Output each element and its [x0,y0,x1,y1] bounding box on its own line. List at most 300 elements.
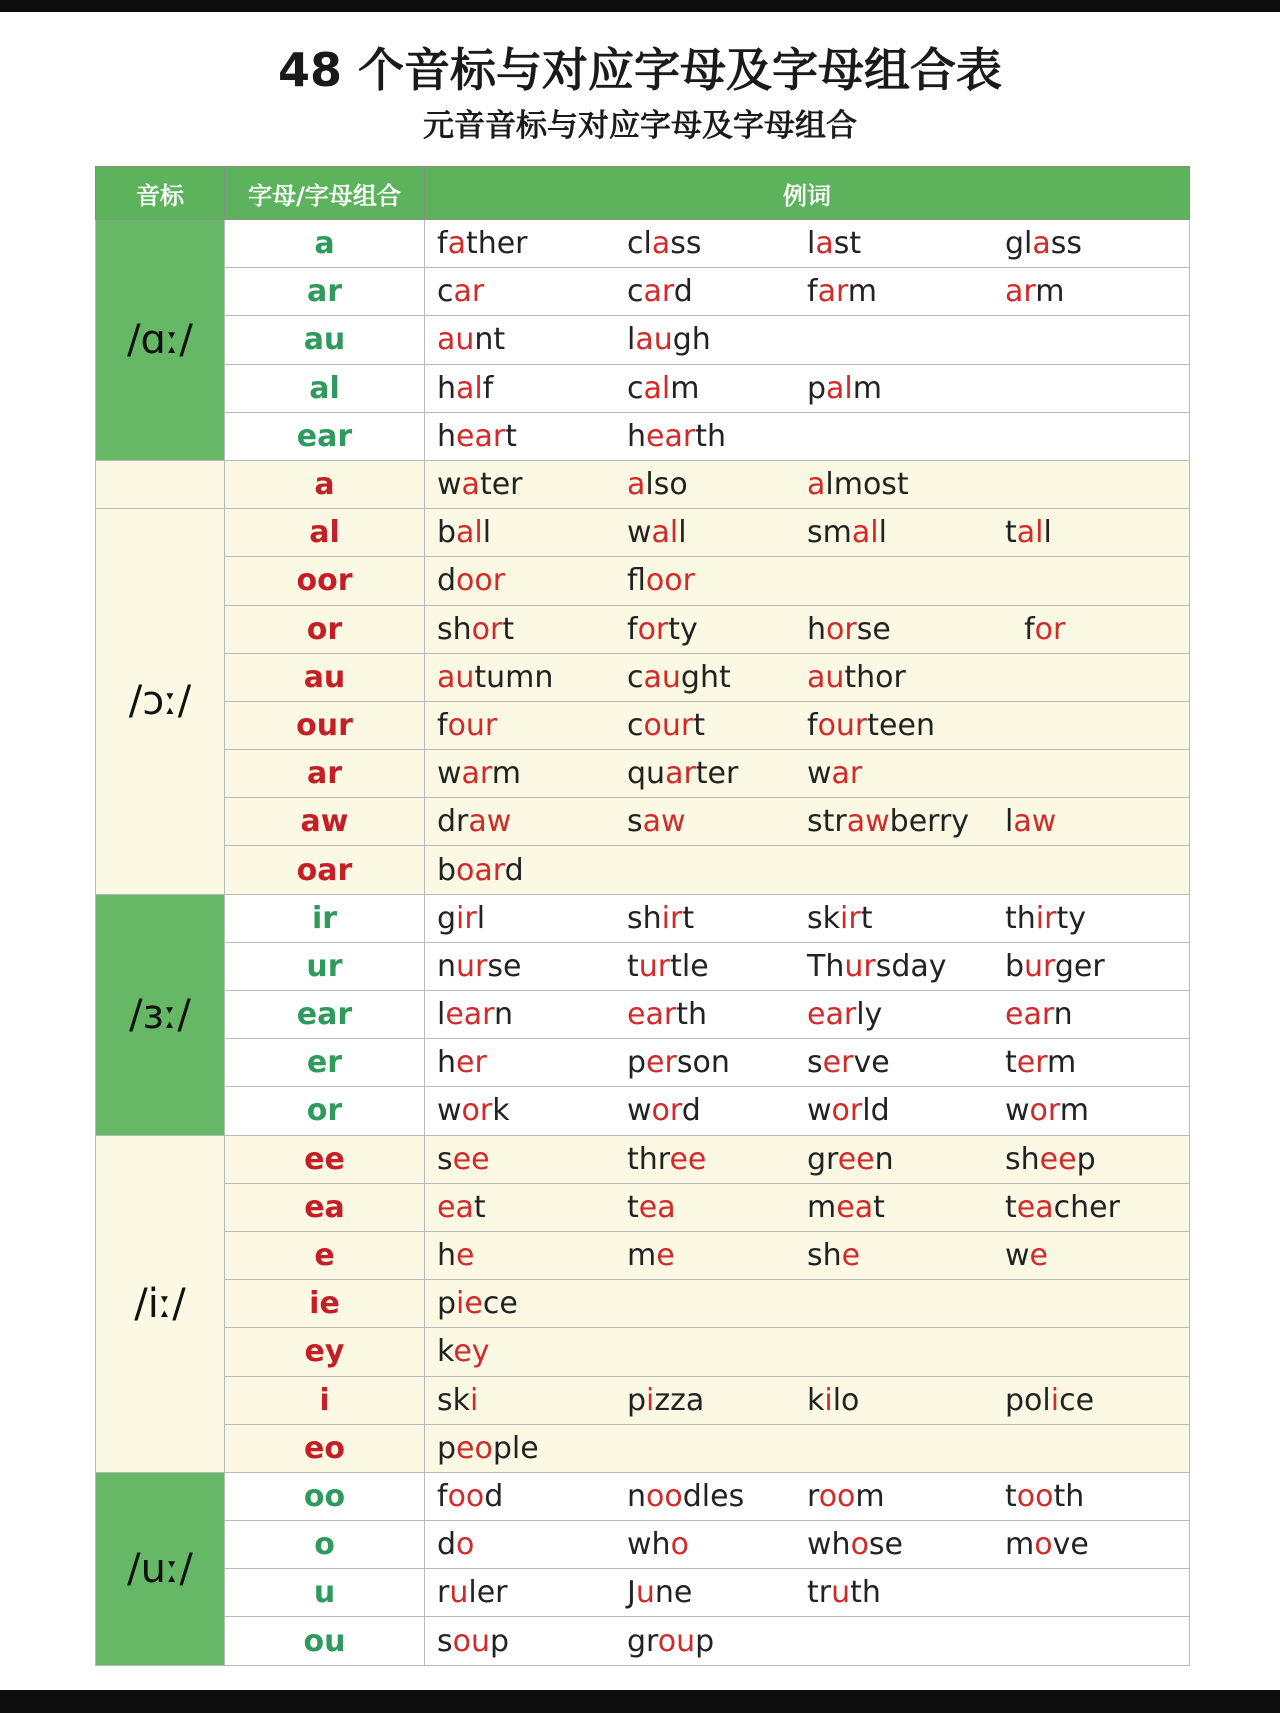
word-part: g [437,900,457,936]
word-part: teen [867,707,935,743]
word-highlight: u [635,1575,655,1611]
word-part: t [1005,1045,1017,1081]
word-part: c [627,370,644,406]
example-word [807,1190,1005,1225]
word-part: lo [832,1382,860,1418]
example-word [437,949,627,984]
word-highlight: ea [1016,1189,1054,1225]
header-letters: 字母/字母组合 [225,167,425,220]
table-row [96,798,1190,846]
example-word [807,949,1005,984]
example-word [437,660,627,695]
word-part: h [437,418,457,454]
page-title: 48 个音标与对应字母及字母组合表 [277,43,1003,97]
word-part: m [670,370,700,406]
word-part: th [695,418,726,454]
word-part: p [437,1430,457,1466]
example-words [425,1617,1190,1665]
word-highlight: eo [456,1430,493,1466]
word-part: p [437,1286,457,1322]
word-part: gh [672,322,711,358]
word-part: lso [645,467,688,503]
table-row [96,1521,1190,1569]
example-words [425,268,1190,316]
page-subtitle: 元音音标与对应字母及字母组合 [423,108,857,144]
example-word [627,949,807,984]
word-highlight: ie [456,1286,483,1322]
example-word [627,515,807,550]
letter-combination: our [225,701,425,749]
word-highlight: e [1029,1238,1049,1274]
word-part: f [482,370,494,406]
example-word [437,563,627,598]
word-part: sk [807,900,841,936]
word-highlight: al [456,515,483,551]
table-row [96,1424,1190,1472]
word-part: sh [1005,1141,1040,1177]
ipa-symbol: /ɑː/ [96,220,225,461]
word-highlight: ar [817,274,848,310]
example-word [437,1527,627,1562]
example-word [1005,1093,1165,1128]
word-part: l [1043,515,1052,551]
word-part: c [627,707,644,743]
table-row [96,750,1190,798]
example-word [807,708,1005,743]
word-part: w [1005,1238,1030,1274]
word-highlight: i [1050,1382,1060,1418]
word-highlight: ar [831,756,863,792]
table-row [96,1569,1190,1617]
example-word [627,1383,807,1418]
word-part: tumn [474,659,554,695]
letter-combination: or [225,1087,425,1135]
word-part: t [1005,515,1017,551]
word-part: f [1005,611,1035,647]
example-word [627,804,807,839]
word-part: h [437,370,457,406]
table-row [96,1472,1190,1520]
bottom-border [0,1690,1280,1713]
word-highlight: er [822,1045,854,1081]
table-row [96,653,1190,701]
word-highlight: or [831,1093,863,1129]
word-highlight: er [1016,1045,1048,1081]
example-word [807,371,1005,406]
ipa-symbol [96,460,225,508]
example-word [437,708,627,743]
example-word [437,1334,627,1369]
word-part: ple [492,1430,539,1466]
word-part: m [807,1189,837,1225]
letter-combination: a [225,460,425,508]
word-part: l [437,997,446,1033]
word-part: n [874,1141,894,1177]
example-words [425,1569,1190,1617]
example-word [1005,1045,1165,1080]
word-part: c [627,659,644,695]
word-highlight: oo [1016,1478,1054,1514]
word-part: l [878,515,887,551]
word-part: ty [1056,900,1086,936]
word-highlight: our [817,707,868,743]
word-highlight: or [461,1093,493,1129]
word-part: sday [875,948,947,984]
example-word [1005,997,1165,1032]
word-part: wh [627,1527,671,1563]
word-part: t [1005,1189,1017,1225]
letter-combination: ear [225,412,425,460]
word-highlight: er [646,1045,677,1081]
word-part: f [627,611,638,647]
example-word [627,1527,807,1562]
word-part: ter [695,756,739,792]
letter-combination: ear [225,991,425,1039]
letter-combination: ar [225,268,425,316]
table-row [96,1231,1190,1279]
example-word [437,1093,627,1128]
word-highlight: ear [807,997,857,1033]
word-highlight: ear [445,997,494,1033]
letter-combination: ee [225,1135,425,1183]
word-part: m [1059,1093,1089,1129]
example-word [1005,901,1165,936]
word-highlight: a [627,467,646,503]
table-row [96,1135,1190,1183]
table-row [96,701,1190,749]
word-part: lmost [825,467,909,503]
example-word [627,419,807,454]
example-word [437,274,627,309]
word-part: st [833,226,862,262]
example-word [437,853,627,888]
word-part: cher [1053,1189,1120,1225]
word-highlight: al [826,370,853,406]
example-word [1005,1142,1165,1177]
letter-combination: au [225,316,425,364]
table-row [96,1617,1190,1665]
word-part: se [868,1527,904,1563]
word-part: m [852,370,882,406]
word-highlight: ir [456,900,477,936]
word-part: b [437,852,457,888]
top-border [0,0,1280,12]
word-part: p [1076,1141,1096,1177]
example-word [437,419,627,454]
word-highlight: e [456,1238,475,1274]
word-part: w [627,515,652,551]
example-word [1005,226,1165,261]
word-part: son [676,1045,730,1081]
example-word [627,1045,807,1080]
word-part: m [491,756,521,792]
example-words [425,1135,1190,1183]
word-part: d [681,1093,701,1129]
word-part: f [437,226,448,262]
word-part: d [484,1478,504,1514]
word-part: p [627,1045,647,1081]
letter-combination: oar [225,846,425,894]
word-part: w [1005,1093,1030,1129]
word-part: d [437,1527,457,1563]
example-words [425,509,1190,557]
header-examples: 例词 [425,167,1190,220]
phonetic-table [95,166,1190,1666]
word-highlight: ear [627,997,677,1033]
word-highlight: or [1029,1093,1060,1129]
example-words [425,557,1190,605]
word-part: b [1005,948,1025,984]
word-highlight: ur [1024,948,1055,984]
word-highlight: u [831,1575,851,1611]
word-highlight: au [807,659,845,695]
word-part: ght [680,659,731,695]
word-part: sm [807,515,852,551]
example-word [807,1142,1005,1177]
example-word [627,563,807,598]
word-part: sk [437,1382,471,1418]
word-highlight: our [643,707,694,743]
word-highlight: or [651,1093,682,1129]
example-word [627,1190,807,1225]
word-highlight: al [1016,515,1044,551]
word-part: ne [654,1575,693,1611]
example-word [807,1383,1005,1418]
example-words [425,1424,1190,1472]
word-highlight: oo [818,1478,856,1514]
word-highlight: o [1034,1527,1053,1563]
word-part: ve [853,1045,890,1081]
example-words [425,991,1190,1039]
example-words [425,653,1190,701]
word-part: t [627,1189,639,1225]
word-part: sh [437,611,472,647]
example-words [425,1280,1190,1328]
word-part: l [476,900,486,936]
word-highlight: ea [836,1189,874,1225]
word-part: qu [627,756,666,792]
word-part: s [807,1045,823,1081]
example-word [437,1431,627,1466]
example-words [425,894,1190,942]
example-word [437,515,627,550]
example-word [627,756,807,791]
example-words [425,942,1190,990]
example-word [437,1575,627,1610]
word-highlight: our [447,707,498,743]
word-highlight: ar [1005,274,1036,310]
word-highlight: ear [1005,997,1054,1033]
word-part: b [437,515,457,551]
example-word [627,1238,807,1273]
ipa-symbol: /ɜː/ [96,894,225,1135]
letter-combination: al [225,364,425,412]
word-part: gr [627,1623,658,1659]
word-part: h [627,418,647,454]
word-highlight: or [471,611,503,647]
table-row [96,509,1190,557]
example-word [1005,515,1165,550]
word-part: w [627,1093,652,1129]
example-words [425,364,1190,412]
word-part: m [1035,274,1065,310]
example-word [627,1142,807,1177]
example-word [627,1479,807,1514]
word-highlight: al [851,515,879,551]
word-part: s [627,804,643,840]
word-part: ld [862,1093,890,1129]
word-highlight: oo [447,1478,485,1514]
word-highlight: ar [461,756,492,792]
word-part: s [437,1141,453,1177]
example-word [627,371,807,406]
example-word [437,226,627,261]
example-words [425,798,1190,846]
word-highlight: ou [452,1623,491,1659]
example-word [627,997,807,1032]
word-highlight: ear [456,418,506,454]
example-word [807,226,1005,261]
word-highlight: ir [840,900,861,936]
word-part: berry [889,804,970,840]
example-word [437,322,627,357]
word-highlight: au [437,659,475,695]
example-word [807,612,1005,647]
word-part: ce [1059,1382,1095,1418]
table-row [96,268,1190,316]
example-words [425,1183,1190,1231]
table-body [96,220,1190,1666]
word-highlight: o [850,1527,869,1563]
word-part: f [437,1478,448,1514]
word-part: ce [482,1286,518,1322]
word-part: t [627,948,639,984]
example-words [425,701,1190,749]
word-part: gr [807,1141,838,1177]
word-highlight: i [646,1382,655,1418]
table-row [96,412,1190,460]
word-part: th [676,997,707,1033]
example-word [437,997,627,1032]
word-highlight: or [637,611,669,647]
word-part: nt [474,322,506,358]
word-part: ty [668,611,698,647]
example-word [1005,1383,1165,1418]
example-word [627,708,807,743]
letter-combination: oor [225,557,425,605]
word-highlight: ur [638,948,671,984]
example-words [425,1521,1190,1569]
word-part: ger [1054,948,1105,984]
example-word [437,1286,627,1321]
word-part: m [627,1238,657,1274]
word-highlight: o [670,1527,689,1563]
word-highlight: e [656,1238,675,1274]
word-part: t [682,900,695,936]
word-part: th [1005,900,1036,936]
example-words [425,316,1190,364]
table-row [96,846,1190,894]
word-part: h [437,1238,457,1274]
table-row [96,1328,1190,1376]
example-word [437,1383,627,1418]
table-row [96,364,1190,412]
example-word [807,467,1005,502]
word-part: k [492,1093,510,1129]
table-row [96,991,1190,1039]
example-words [425,846,1190,894]
example-word [1005,1238,1165,1273]
example-word [437,901,627,936]
word-highlight: oor [456,563,506,599]
word-part: dr [437,804,469,840]
word-highlight: ur [456,948,488,984]
word-part: ler [468,1575,508,1611]
word-highlight: u [449,1575,469,1611]
word-part: h [807,611,827,647]
example-words [425,1472,1190,1520]
example-word [807,901,1005,936]
example-word [807,274,1005,309]
example-words [425,1039,1190,1087]
word-part: t [502,611,515,647]
table-row [96,894,1190,942]
word-highlight: aw [642,804,686,840]
word-highlight: al [643,370,671,406]
word-part: d [504,852,524,888]
example-word [807,1527,1005,1562]
example-words [425,1087,1190,1135]
word-part: c [627,274,644,310]
word-highlight: a [815,226,834,262]
example-word [807,515,1005,550]
word-part: thor [844,659,906,695]
letter-combination: or [225,605,425,653]
word-part: h [437,1045,457,1081]
word-part: dles [682,1478,745,1514]
example-word [807,1479,1005,1514]
word-part: n [494,997,514,1033]
letter-combination: u [225,1569,425,1617]
word-highlight: au [643,659,681,695]
word-part: p [490,1623,510,1659]
word-highlight: au [635,322,673,358]
example-word [1005,949,1165,984]
table-header-row [96,167,1190,220]
word-part: th [1053,1478,1085,1514]
table-row [96,460,1190,508]
table-row [96,316,1190,364]
word-part: t [693,707,705,743]
word-part: l [482,515,492,551]
word-highlight: i [470,1382,479,1418]
table-row [96,942,1190,990]
word-highlight: aw [468,804,512,840]
example-word [437,1238,627,1273]
example-word [627,612,807,647]
word-part: k [437,1334,454,1370]
word-part: r [437,1575,450,1611]
header-ipa: 音标 [96,167,225,220]
example-word [437,804,627,839]
word-part: J [627,1575,636,1611]
table-row [96,1039,1190,1087]
ipa-symbol: /ɔː/ [96,509,225,895]
example-words [425,220,1190,268]
word-part: r [807,1478,819,1514]
word-part: n [627,1478,647,1514]
word-part: thr [627,1141,670,1177]
